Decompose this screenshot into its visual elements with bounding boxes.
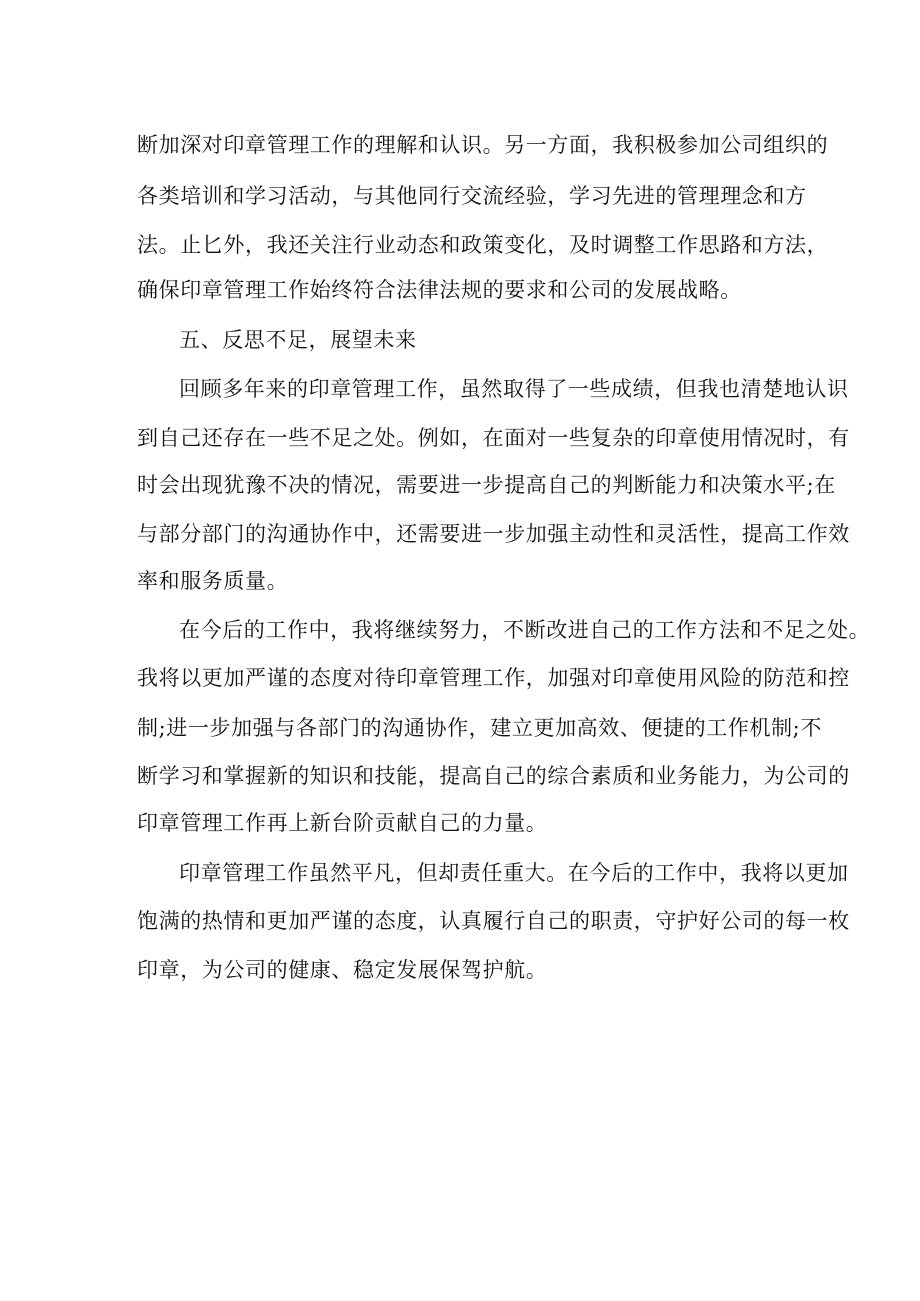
section-heading: 五、反思不足，展望未来 bbox=[179, 328, 417, 352]
paragraph-line: 法。止匕外，我还关注行业动态和政策变化，及时调整工作思路和方法， bbox=[137, 233, 829, 257]
paragraph-line: 时会出现犹豫不决的情况，需要进一步提高自己的判断能力和决策水平;在 bbox=[137, 473, 836, 497]
paragraph-line: 到自己还存在一些不足之处。例如，在面对一些复杂的印章使用情况时，有 bbox=[137, 426, 850, 450]
paragraph-line: 制;进一步加强与各部门的沟通协作，建立更加高效、便捷的工作机制;不 bbox=[137, 716, 822, 740]
paragraph-line: 印章，为公司的健康、稳定发展保驾护航。 bbox=[137, 958, 548, 982]
paragraph-line: 印章管理工作再上新台阶贡献自己的力量。 bbox=[137, 811, 548, 835]
paragraph-line: 印章管理工作虽然平凡，但却责任重大。在今后的工作中，我将以更加 bbox=[179, 861, 849, 885]
paragraph-line: 在今后的工作中，我将继续努力，不断改进自己的工作方法和不足之处。 bbox=[179, 618, 871, 642]
paragraph-line: 各类培训和学习活动，与其他同行交流经验，学习先进的管理理念和方 bbox=[137, 184, 807, 208]
paragraph-line: 我将以更加严谨的态度对待印章管理工作，加强对印章使用风险的防范和控 bbox=[137, 666, 850, 690]
paragraph-line: 与部分部门的沟通协作中，还需要进一步加强主动性和灵活性，提高工作效 bbox=[137, 522, 850, 546]
paragraph-line: 回顾多年来的印章管理工作，虽然取得了一些成绩，但我也清楚地认识 bbox=[179, 377, 849, 401]
paragraph-line: 率和服务质量。 bbox=[137, 569, 289, 593]
paragraph-line: 确保印章管理工作始终符合法律法规的要求和公司的发展战略。 bbox=[137, 278, 742, 302]
paragraph-line: 断学习和掌握新的知识和技能，提高自己的综合素质和业务能力，为公司的 bbox=[137, 764, 850, 788]
paragraph-line: 断加深对印章管理工作的理解和认识。另一方面，我积极参加公司组织的 bbox=[137, 133, 829, 157]
paragraph-line: 饱满的热情和更加严谨的态度，认真履行自己的职责，守护好公司的每一枚 bbox=[137, 909, 850, 933]
